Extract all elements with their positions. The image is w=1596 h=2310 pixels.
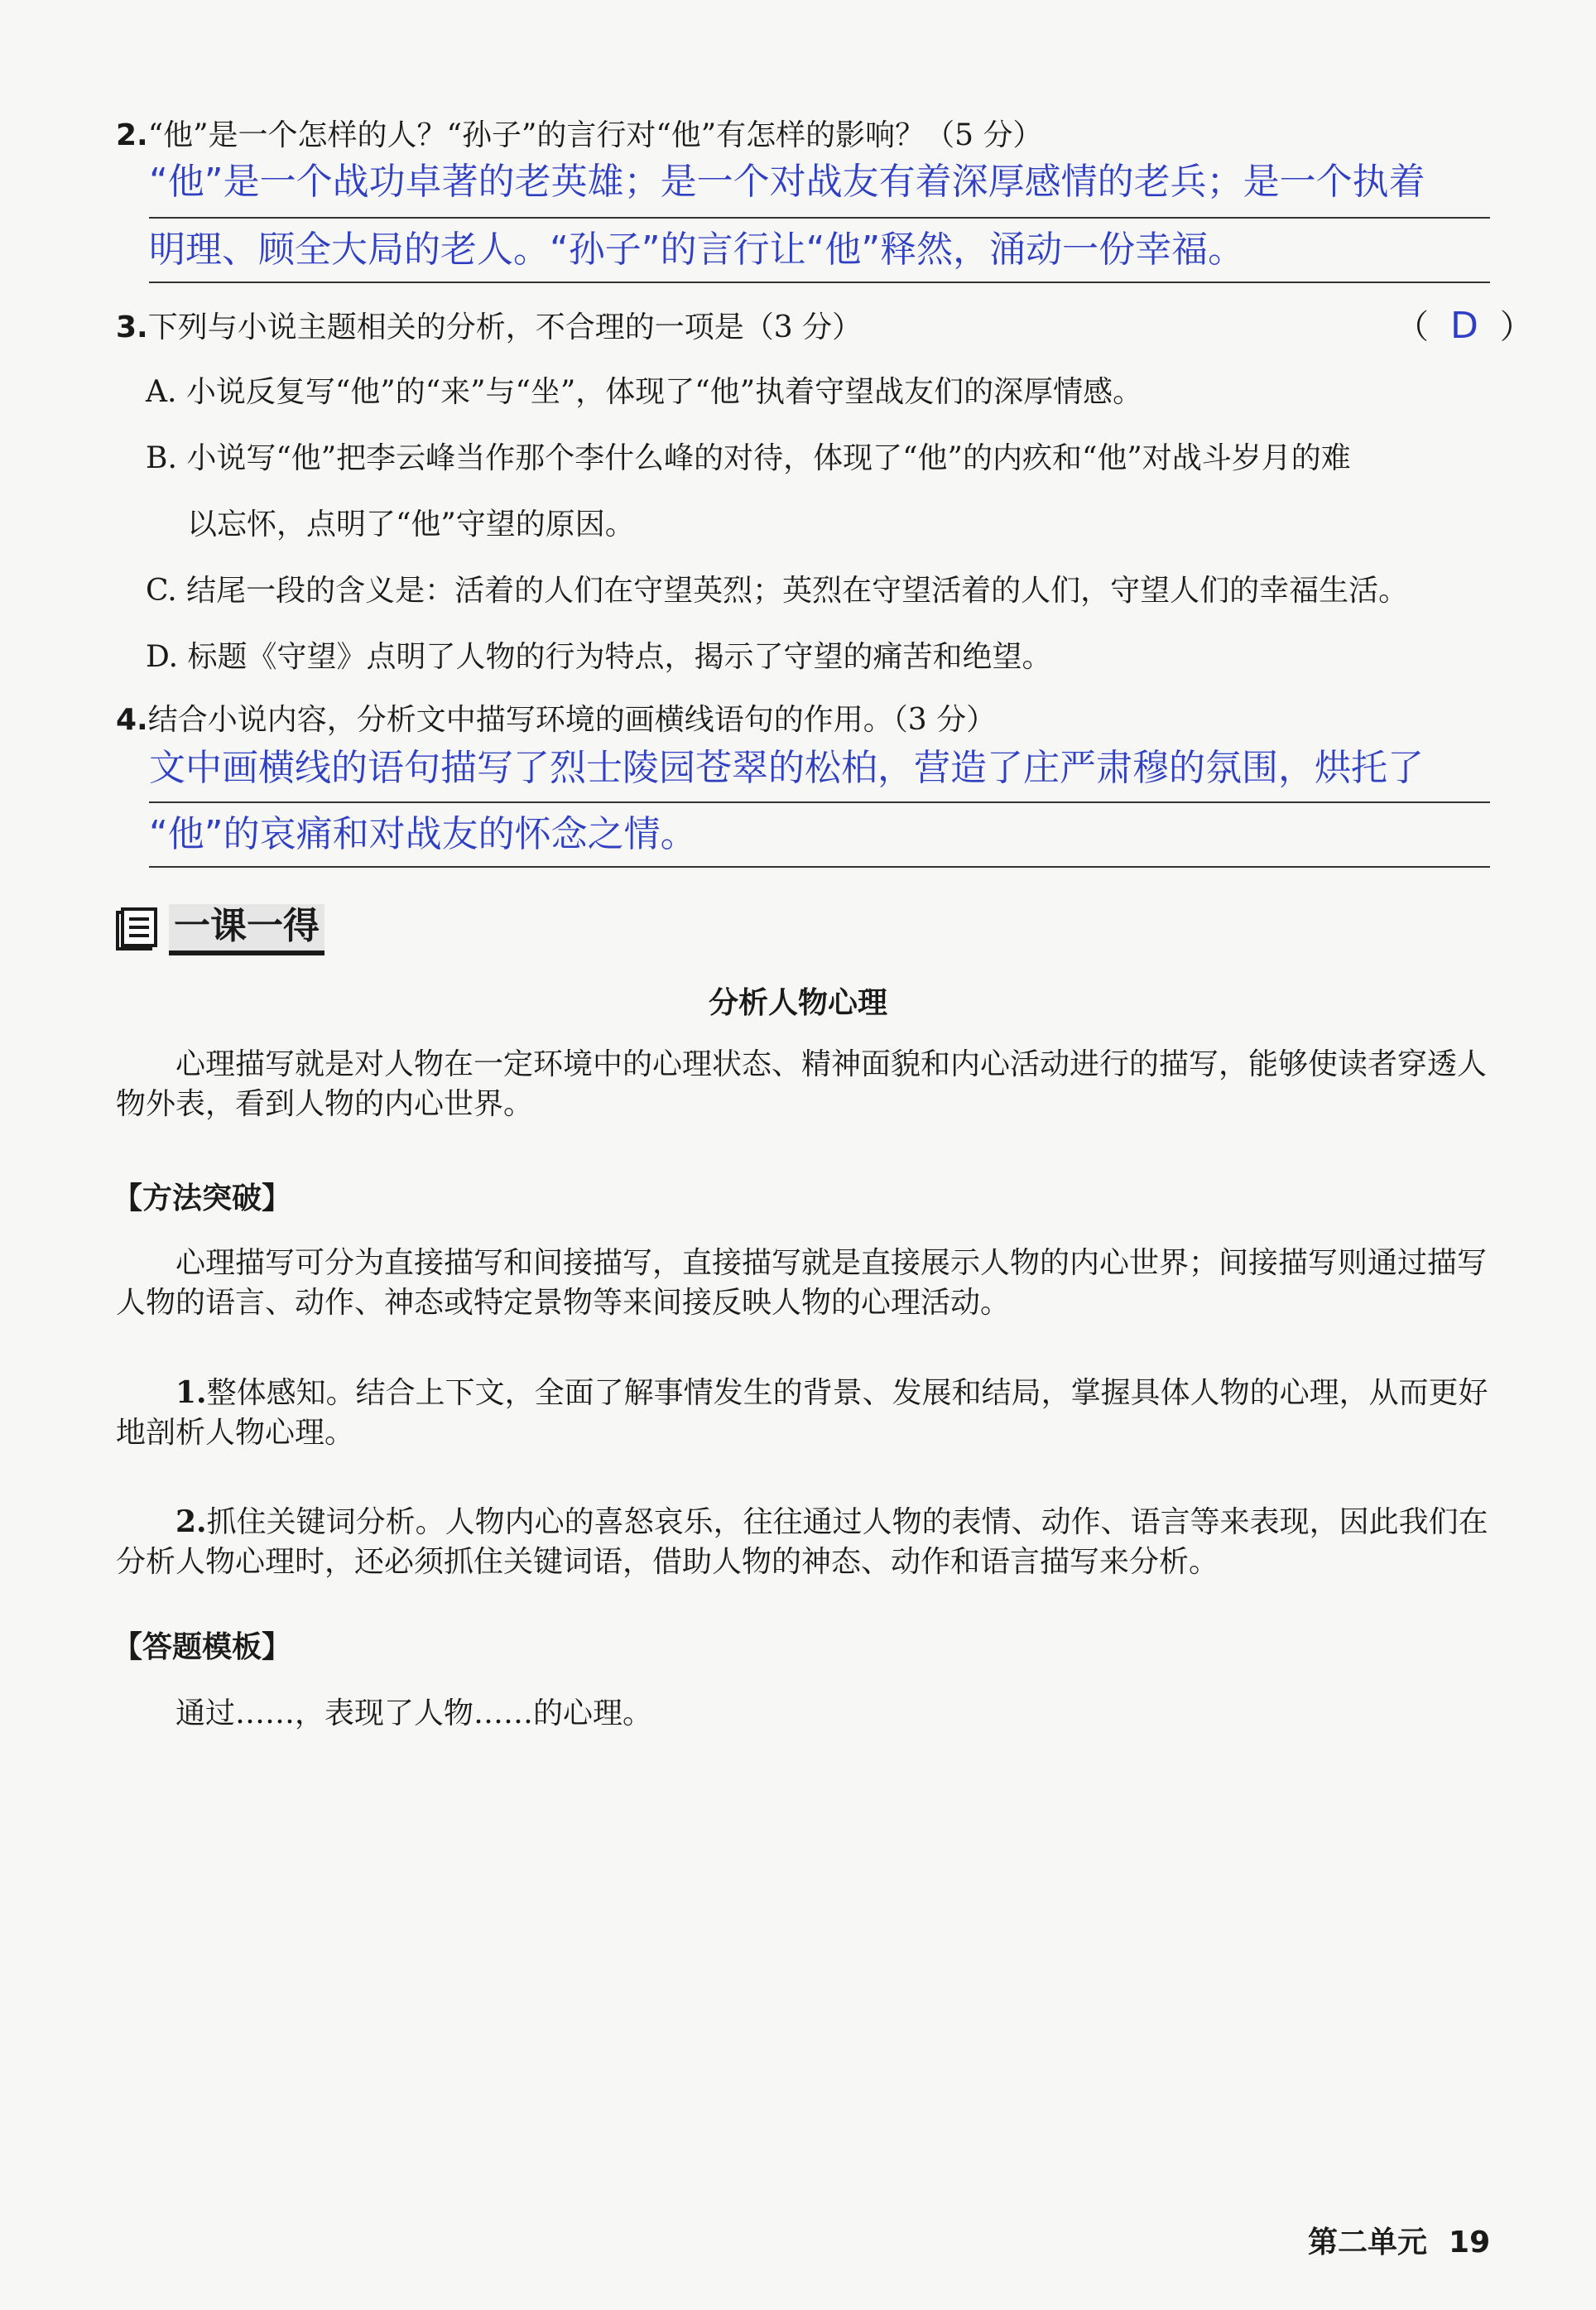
bracket-close: ） <box>1499 308 1533 346</box>
question-number: 4. <box>116 703 148 737</box>
method-paragraph: 心理描写可分为直接描写和间接描写，直接描写就是直接展示人物的内心世界；间接描写则通过描写人物的语言、动作、神态或特定景物等来间接反映人物的心理活动。 <box>116 1246 1488 1320</box>
answer-rule <box>149 801 1490 803</box>
answer-rule <box>149 282 1490 283</box>
option-a: A. 小说反复写“他”的“来”与“坐”，体现了“他”执着守望战友们的深厚情感。 <box>146 375 1143 409</box>
option-d: D. 标题《守望》点明了人物的行为特点，揭示了守望的痛苦和绝望。 <box>146 640 1052 674</box>
option-c: C. 结尾一段的含义是：活着的人们在守望英烈；英烈在守望活着的人们，守望人们的幸福生活。 <box>146 574 1409 608</box>
template-paragraph: 通过……，表现了人物……的心理。 <box>175 1696 653 1730</box>
point-text: 抓住关键词分析。人物内心的喜怒哀乐，往往通过人物的表情、动作、语言等来表现，因此我们在分析人物心理时，还必须抓住关键词语，借助人物的神态、动作和语言描写来分析。 <box>116 1505 1488 1579</box>
point-text: 整体感知。结合上下文，全面了解事情发生的背景、发展和结局，掌握具体人物的心理，从而更好地剖析人物心理。 <box>116 1376 1488 1450</box>
question-2 <box>116 116 1043 156</box>
page-footer <box>1308 2219 1490 2261</box>
point-number: 1. <box>175 1375 207 1410</box>
question-text: “他”是一个怎样的人？“孙子”的言行对“他”有怎样的影响？（5 分） <box>147 118 1043 152</box>
answer-rule <box>149 866 1490 868</box>
question-number: 3. <box>116 310 148 344</box>
answer-line: “他”的哀痛和对战友的怀念之情。 <box>149 813 697 855</box>
section-header <box>114 904 324 955</box>
answer-line: 明理、顾全大局的老人。“孙子”的言行让“他”释然，涌动一份幸福。 <box>149 229 1245 271</box>
page-number: 19 <box>1449 2226 1491 2259</box>
unit-label: 第二单元 <box>1308 2226 1428 2259</box>
question-number: 2. <box>116 118 148 152</box>
point-2 <box>116 1502 1494 1582</box>
template-heading: 【答题模板】 <box>113 1630 292 1664</box>
section-title: 一课一得 <box>169 904 324 955</box>
point-number: 2. <box>175 1504 207 1539</box>
option-b-continued: 以忘怀，点明了“他”守望的原因。 <box>187 508 635 541</box>
intro-paragraph: 心理描写就是对人物在一定环境中的心理状态、精神面貌和内心活动进行的描写，能够使读者穿透人物外表，看到人物的内心世界。 <box>116 1047 1488 1121</box>
question-text: 下列与小说主题相关的分析，不合理的一项是（3 分） <box>147 310 863 344</box>
answer-line: “他”是一个战功卓著的老英雄；是一个对战友有着深厚感情的老兵；是一个执着 <box>149 161 1425 203</box>
option-b: B. 小说写“他”把李云峰当作那个李什么峰的对待，体现了“他”的内疚和“他”对战斗岁月的难 <box>146 441 1351 475</box>
bracket-open: （ <box>1396 308 1429 346</box>
answer-bracket <box>1396 306 1533 347</box>
answer-line: 文中画横线的语句描写了烈士陵园苍翠的松柏，营造了庄严肃穆的氛围，烘托了 <box>149 747 1424 789</box>
choice-answer: D <box>1450 305 1478 347</box>
question-4 <box>116 700 996 740</box>
question-3 <box>116 308 862 348</box>
answer-rule <box>149 217 1490 219</box>
method-heading: 【方法突破】 <box>113 1181 292 1215</box>
question-text: 结合小说内容，分析文中描写环境的画横线语句的作用。（3 分） <box>147 703 997 737</box>
section-subtitle: 分析人物心理 <box>708 986 887 1020</box>
book-icon <box>114 907 161 952</box>
point-1 <box>116 1373 1494 1453</box>
